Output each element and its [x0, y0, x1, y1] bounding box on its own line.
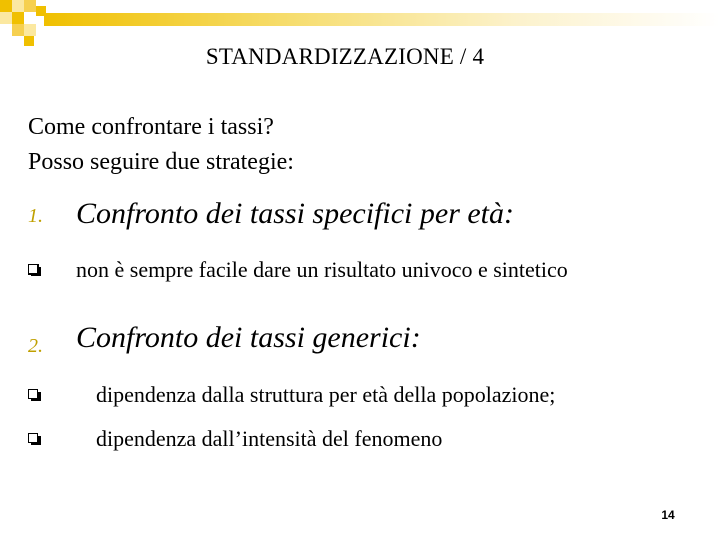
page-number: 14 — [661, 508, 675, 522]
deco-square — [0, 0, 12, 12]
intro-text — [28, 110, 294, 180]
item-number: 1. — [28, 205, 43, 227]
item-number: 2. — [28, 335, 43, 357]
deco-square — [24, 0, 36, 12]
deco-square — [12, 12, 24, 24]
slide-title: STANDARDIZZAZIONE / 4 — [205, 44, 485, 69]
bullet-text: non è sempre facile dare un risultato univoco e sintetico — [76, 257, 568, 282]
deco-square — [24, 24, 36, 36]
bullet-text: dipendenza dalla struttura per età della popolazione; — [96, 382, 556, 407]
checkbox-square-icon — [28, 433, 41, 445]
deco-square — [0, 12, 12, 24]
intro-line: Posso seguire due strategie: — [28, 149, 294, 175]
header-gradient-bar — [44, 13, 720, 26]
item-heading: Confronto dei tassi generici: — [76, 321, 421, 354]
checkbox-square-icon — [28, 264, 41, 276]
deco-square — [12, 0, 24, 12]
intro-line: Come confrontare i tassi? — [28, 114, 274, 140]
item-heading: Confronto dei tassi specifici per età: — [76, 197, 515, 230]
checkbox-square-icon — [28, 389, 41, 401]
deco-square — [12, 24, 24, 36]
bullet-text: dipendenza dall’intensità del fenomeno — [96, 426, 443, 451]
